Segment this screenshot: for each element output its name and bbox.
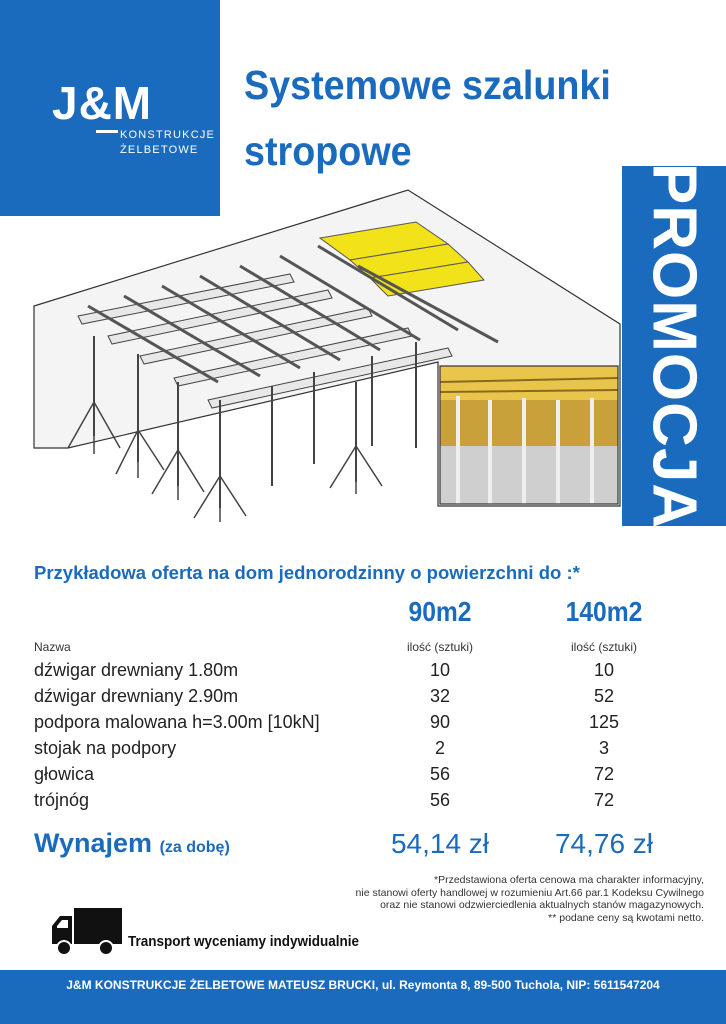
title-line2: stropowe [244,128,412,174]
promo-label: PROMOCJA [639,162,709,530]
unit-header-140: ilość (sztuki) [570,640,638,654]
qty-90: 56 [429,790,451,810]
qty-140: 10 [593,660,615,680]
qty-90: 90 [429,712,451,732]
price-140: 74,76 zł [554,828,654,859]
price-90: 54,14 zł [390,828,490,859]
title-line1: Systemowe szalunki [244,62,611,108]
item-name: dźwigar drewniany 1.80m [34,660,239,680]
column-140m2: 140m2 [565,596,643,627]
item-name: dźwigar drewniany 2.90m [34,686,239,706]
table-row [0,686,726,712]
site-photo-inset [440,366,618,504]
rent-label [34,828,230,859]
note-line: *Przedstawiona oferta cenowa ma charakter informacyjny, [433,874,704,886]
item-name: głowica [34,764,95,784]
rent-period: (za dobę) [159,839,230,856]
note-line: oraz nie stanowi odzwierciedlenia aktualnych stanów magazynowych. [380,899,704,912]
transport-note: Transport wyceniamy indywidualnie [128,933,360,950]
qty-140: 72 [593,764,615,784]
qty-90: 10 [429,660,451,680]
qty-140: 125 [588,712,620,732]
logo-subtitle [120,128,215,158]
note-line: ** podane ceny są kwotami netto. [548,911,704,924]
footer-text: J&M KONSTRUKCJE ŻELBETOWE MATEUSZ BRUCKI, ul. Reymonta 8, 89-500 Tuchola, NIP: 5611547204 [66,978,660,992]
table-row [0,764,726,790]
logo-subtitle-line2: ŻELBETOWE [120,144,199,156]
table-row [0,660,726,686]
table-row [0,790,726,816]
rent-label-text: Wynajem [34,828,153,858]
offer-heading: Przykładowa oferta na dom jednorodzinny o powierzchni do :* [34,562,580,583]
truck-icon [50,906,124,958]
logo-subtitle-line1: KONSTRUKCJE [120,129,216,141]
logo-mark: J&M [52,77,153,129]
formwork-illustration [28,186,628,526]
page-title [244,52,676,184]
disclaimer-notes [264,874,704,924]
item-name: trójnóg [34,790,90,810]
qty-90: 2 [434,738,446,758]
name-header: Nazwa [34,640,71,654]
note-line: nie stanowi oferty handlowej w rozumieniu Art.66 par.1 Kodeksu Cywilnego [355,886,704,899]
logo-underline [96,130,118,133]
item-name: podpora malowana h=3.00m [10kN] [34,712,320,732]
unit-header-90: ilość (sztuki) [406,640,474,654]
table-row [0,738,726,764]
qty-140: 52 [593,686,615,706]
qty-140: 3 [598,738,610,758]
qty-90: 32 [429,686,451,706]
qty-140: 72 [593,790,615,810]
item-name: stojak na podpory [34,738,177,758]
qty-90: 56 [429,764,451,784]
column-90m2: 90m2 [408,596,472,627]
table-row [0,712,726,738]
